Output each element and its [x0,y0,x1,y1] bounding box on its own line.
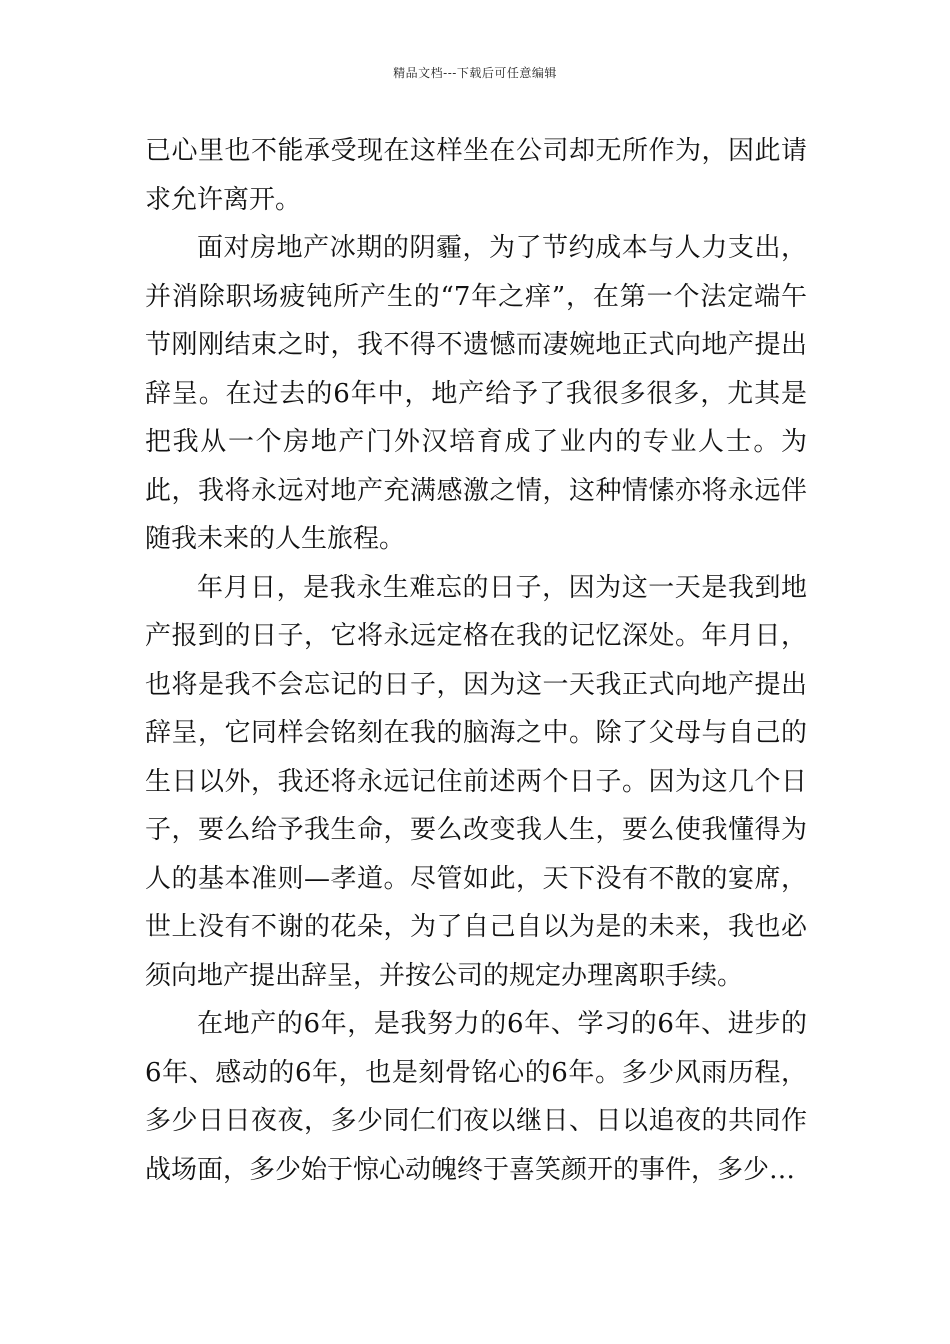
paragraph-1: 已心里也不能承受现在这样坐在公司却无所作为，因此请求允许离开。 [145,136,807,215]
paragraph-4: 在地产的6年，是我努力的6年、学习的6年、进步的6年、感动的6年，也是刻骨铭心的6年。多少风雨历程，多少日日夜夜，多少同仁们夜以继日、日以追夜的共同作战场面，多少始于惊心动魄终于喜笑颜开的事件，多少… [145,1009,807,1185]
document-body [145,127,807,1194]
paragraph-2: 面对房地产冰期的阴霾，为了节约成本与人力支出，并消除职场疲钝所产生的“7年之痒”，在第一个法定端午节刚刚结束之时，我不得不遗憾而凄婉地正式向地产提出辞呈。在过去的6年中，地产给予了我很多很多，尤其是把我从一个房地产门外汉培育成了业内的专业人士。为此，我将永远对地产充满感激之情，这种情愫亦将永远伴随我未来的人生旅程。 [145,233,807,554]
paragraph-3: 年月日，是我永生难忘的日子，因为这一天是我到地产报到的日子，它将永远定格在我的记忆深处。年月日，也将是我不会忘记的日子，因为这一天我正式向地产提出辞呈，它同样会铭刻在我的脑海之中。除了父母与自己的生日以外，我还将永远记住前述两个日子。因为这几个日子，要么给予我生命，要么改变我人生，要么使我懂得为人的基本准则—孝道。尽管如此，天下没有不散的宴席，世上没有不谢的花朵，为了自己自以为是的未来，我也必须向地产提出辞呈，并按公司的规定办理离职手续。 [145,572,807,991]
page-header: 精品文档---下载后可任意编辑 [393,66,557,80]
